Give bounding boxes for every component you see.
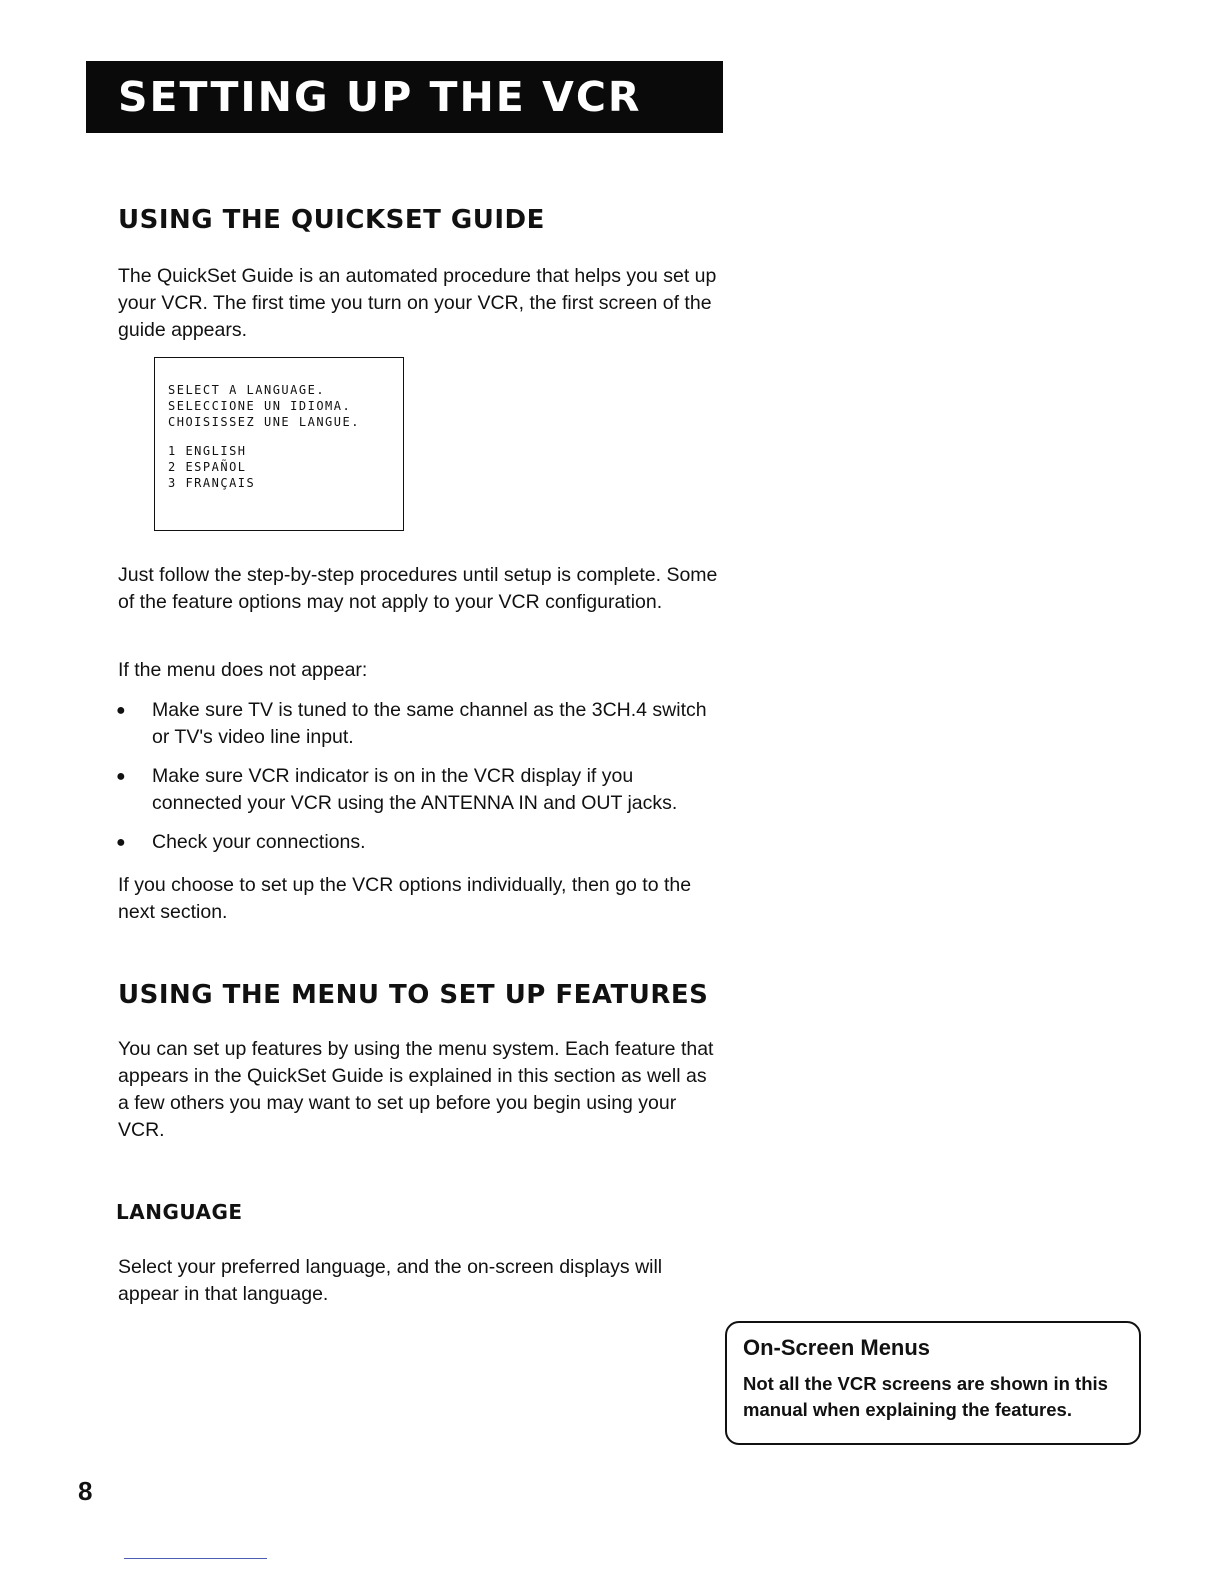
section-heading-quickset-guide: USING THE QUICKSET GUIDE [118,205,545,235]
individual-setup-paragraph: If you choose to set up the VCR options individually, then go to the next section. [118,874,692,923]
bullet-icon: ● [116,834,126,851]
section-heading-menu-setup: USING THE MENU TO SET UP FEATURES [118,980,709,1010]
screen-prompt-line: SELECCIONE UN IDIOMA. [168,399,352,413]
screen-option-english: 1 ENGLISH [168,444,247,458]
quickset-intro-paragraph: The QuickSet Guide is an automated procedure that helps you set up your VCR. The first time you turn on your VCR, the first screen of the guide appears. [118,265,717,341]
list-item-text: Check your connections. [152,831,366,853]
list-item [116,763,726,817]
note-title: On-Screen Menus [743,1335,931,1360]
menu-setup-intro-paragraph: You can set up features by using the menu system. Each feature that appears in the QuickSet Guide is explained in this section as well as a few others you may want to set up before you begin using your VCR. [118,1038,714,1141]
list-item-text: Make sure TV is tuned to the same channel as the 3CH.4 switch or TV's video line input. [152,699,707,748]
on-screen-menus-note [725,1321,1141,1445]
bullet-icon: ● [116,702,126,719]
title-banner [86,61,723,133]
subheading-language: LANGUAGE [116,1200,243,1224]
bullet-icon: ● [116,768,126,785]
list-item [116,829,726,856]
list-item-text: Make sure VCR indicator is on in the VCR display if you connected your VCR using the ANTENNA IN and OUT jacks. [152,765,678,814]
screen-prompt-line: SELECT A LANGUAGE. [168,383,326,397]
list-item [116,697,726,751]
screen-option-francais: 3 FRANÇAIS [168,476,256,490]
screen-option-espanol: 2 ESPAÑOL [168,460,247,474]
troubleshooting-list [116,697,726,868]
screen-prompt-line: CHOISISSEZ UNE LANGUE. [168,415,360,429]
page-title: SETTING UP THE VCR [118,73,642,121]
language-paragraph: Select your preferred language, and the on-screen displays will appear in that language. [118,1256,663,1305]
note-body: Not all the VCR screens are shown in this manual when explaining the features. [743,1373,1108,1420]
bottom-divider [124,1558,267,1559]
page-number: 8 [78,1476,93,1506]
language-select-screen [154,357,404,531]
follow-steps-paragraph: Just follow the step-by-step procedures until setup is complete. Some of the feature options may not apply to your VCR configuration. [118,564,718,613]
menu-not-appear-paragraph: If the menu does not appear: [118,659,368,681]
